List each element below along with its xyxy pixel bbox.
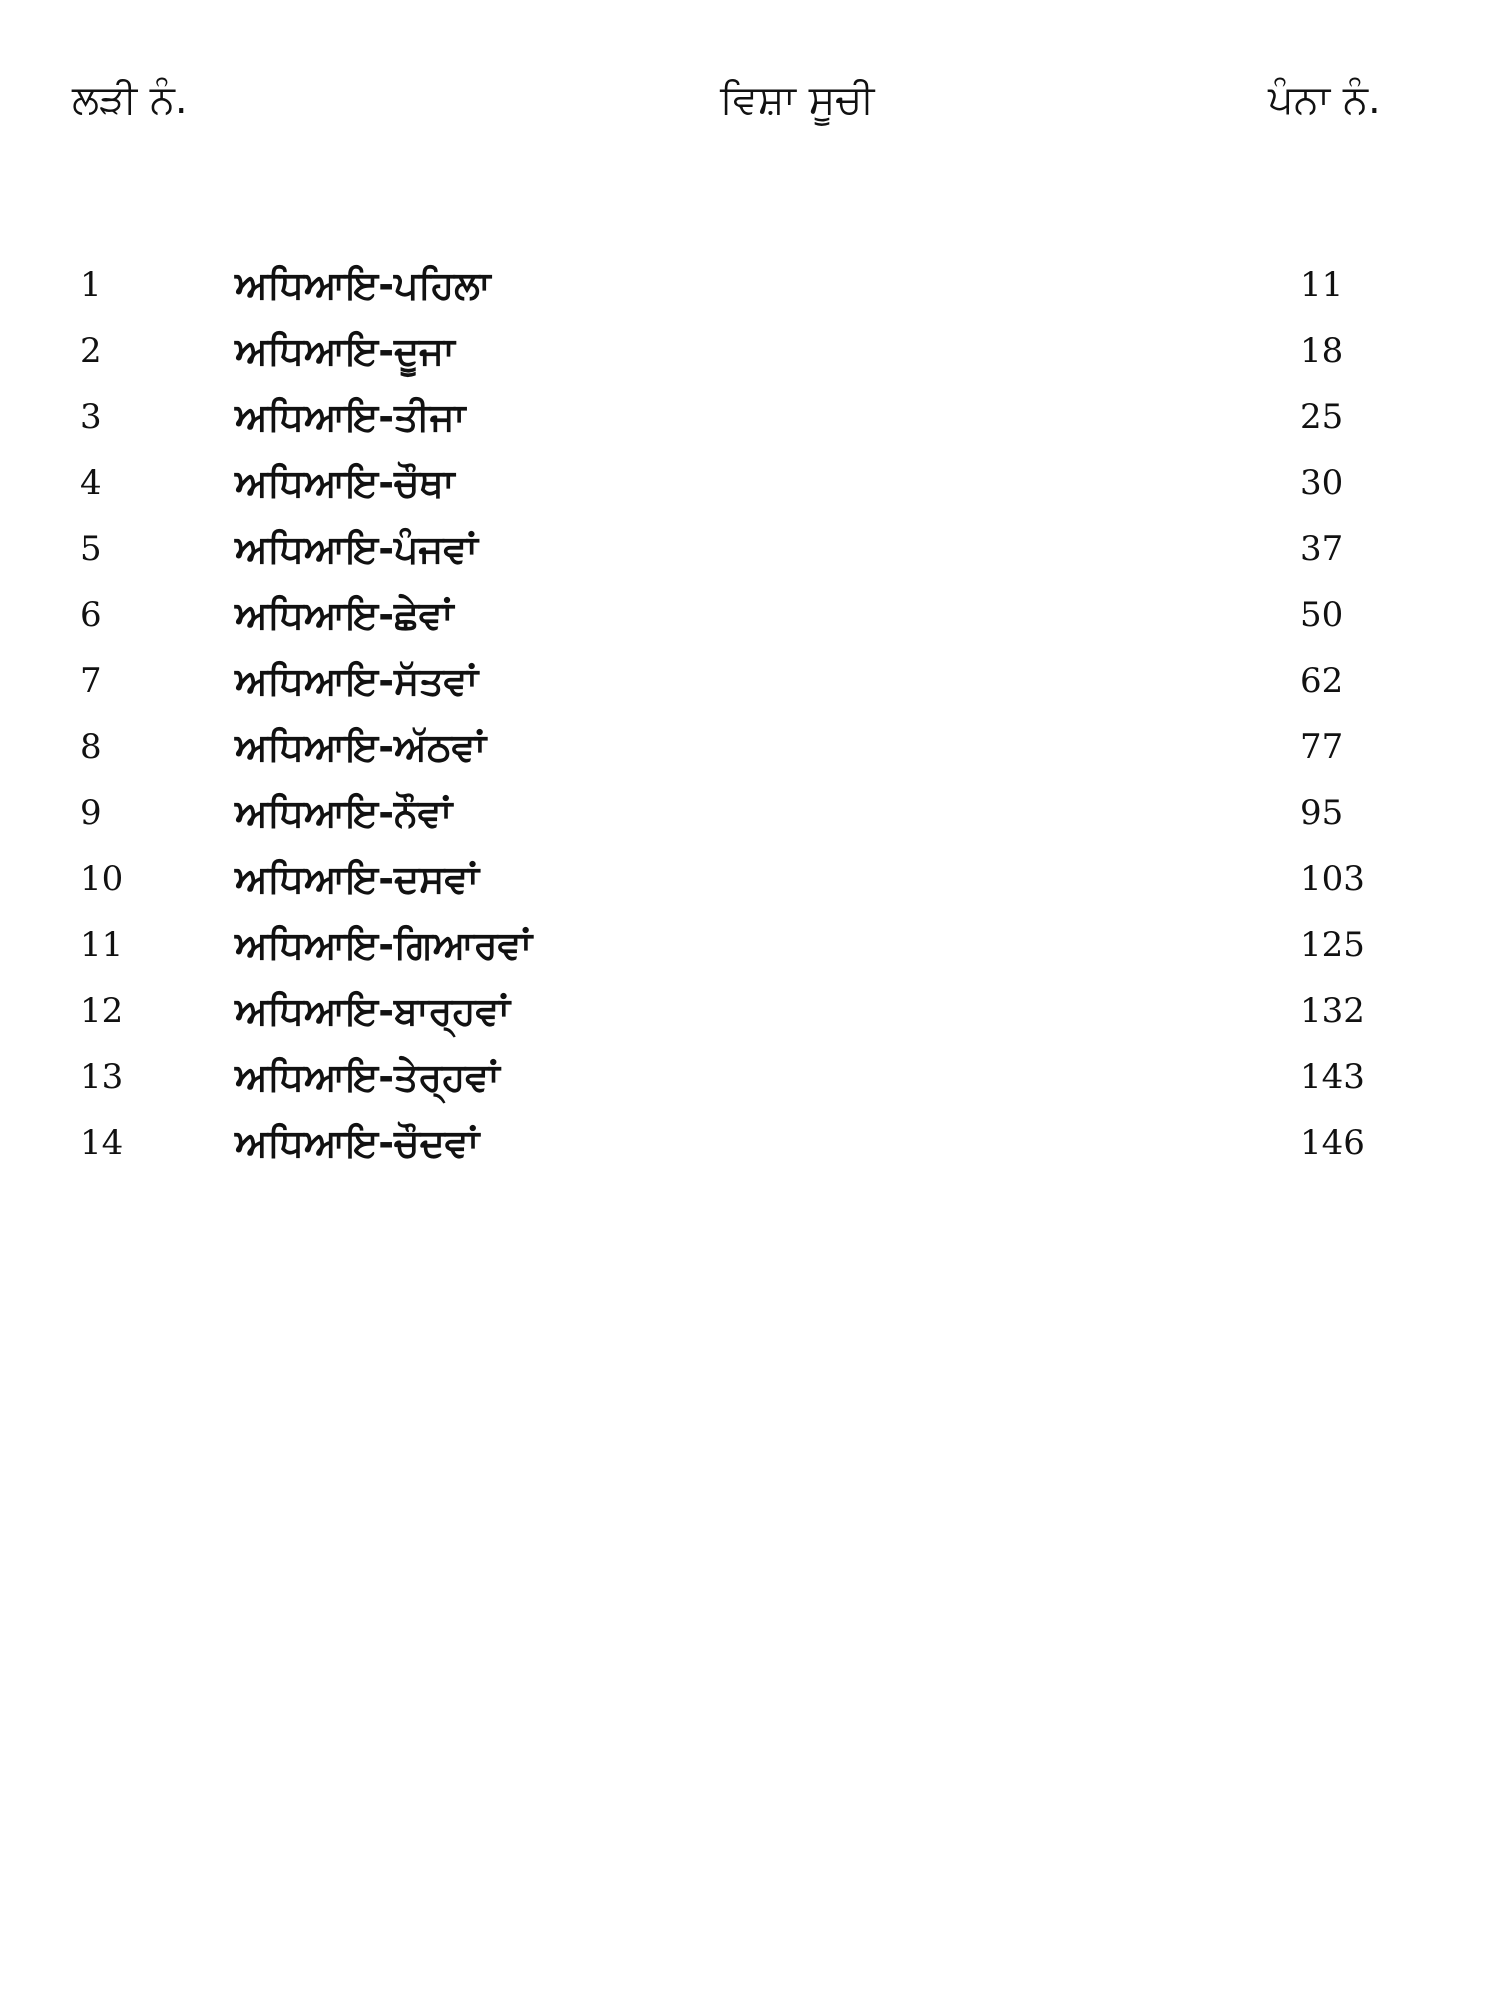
toc-row: [0, 912, 1500, 978]
toc-chapter: ਅਧਿਆਇ-ਅੱਠਵਾਂ: [235, 725, 487, 769]
toc-row: [0, 978, 1500, 1044]
toc-serial: 13: [80, 1057, 124, 1097]
toc-page: 146: [1300, 1123, 1365, 1163]
toc-page: 143: [1300, 1057, 1365, 1097]
toc-page: 132: [1300, 991, 1365, 1031]
toc-serial: 8: [80, 727, 102, 767]
toc-serial: 6: [80, 595, 102, 635]
toc-serial: 4: [80, 463, 102, 503]
toc-serial: 3: [80, 397, 102, 437]
toc-serial: 2: [80, 331, 102, 371]
toc-serial: 11: [80, 925, 124, 965]
toc-row: [0, 780, 1500, 846]
toc-row: [0, 318, 1500, 384]
toc-page: 11: [1300, 265, 1344, 305]
toc-page: 18: [1300, 331, 1344, 371]
toc-serial: 14: [80, 1123, 124, 1163]
serial-number-heading: ਲੜੀ ਨੰ.: [72, 77, 188, 123]
toc-header: [0, 70, 1500, 150]
toc-chapter: ਅਧਿਆਇ-ਚੌਥਾ: [235, 461, 455, 505]
toc-chapter: ਅਧਿਆਇ-ਬਾਰ੍ਹਵਾਂ: [235, 989, 511, 1033]
toc-page: 103: [1300, 859, 1365, 899]
toc-chapter: ਅਧਿਆਇ-ਪਹਿਲਾ: [235, 263, 491, 307]
toc-row: [0, 252, 1500, 318]
toc-page: 95: [1300, 793, 1344, 833]
toc-chapter: ਅਧਿਆਇ-ਗਿਆਰਵਾਂ: [235, 923, 533, 967]
toc-serial: 7: [80, 661, 102, 701]
toc-chapter: ਅਧਿਆਇ-ਨੌਵਾਂ: [235, 791, 453, 835]
toc-chapter: ਅਧਿਆਇ-ਸੱਤਵਾਂ: [235, 659, 479, 703]
toc-chapter: ਅਧਿਆਇ-ਦਸਵਾਂ: [235, 857, 480, 901]
toc-page: 37: [1300, 529, 1344, 569]
toc-row: [0, 846, 1500, 912]
toc-chapter: ਅਧਿਆਇ-ਛੇਵਾਂ: [235, 593, 454, 637]
toc-chapter: ਅਧਿਆਇ-ਤੇਰ੍ਹਵਾਂ: [235, 1055, 500, 1099]
toc-serial: 1: [80, 265, 102, 305]
toc-page: 62: [1300, 661, 1344, 701]
toc-serial: 9: [80, 793, 102, 833]
toc-row: [0, 516, 1500, 582]
page-number-heading: ਪੰਨਾ ਨੰ.: [1268, 77, 1381, 123]
toc-serial: 5: [80, 529, 102, 569]
toc-row: [0, 384, 1500, 450]
toc-page: 125: [1300, 925, 1365, 965]
toc-chapter: ਅਧਿਆਇ-ਦੂਜਾ: [235, 329, 455, 373]
toc-chapter: ਅਧਿਆਇ-ਪੰਜਵਾਂ: [235, 527, 478, 571]
toc-chapter: ਅਧਿਆਇ-ਚੌਦਵਾਂ: [235, 1121, 480, 1165]
page-title: ਵਿਸ਼ਾ ਸੂਚੀ: [720, 77, 875, 123]
table-of-contents: [0, 252, 1500, 1192]
toc-row: [0, 582, 1500, 648]
toc-page: 77: [1300, 727, 1344, 767]
toc-page: 30: [1300, 463, 1344, 503]
toc-serial: 12: [80, 991, 124, 1031]
toc-chapter: ਅਧਿਆਇ-ਤੀਜਾ: [235, 395, 466, 439]
toc-row: [0, 1044, 1500, 1110]
toc-row: [0, 648, 1500, 714]
toc-row: [0, 450, 1500, 516]
toc-serial: 10: [80, 859, 124, 899]
toc-page: 50: [1300, 595, 1344, 635]
toc-row: [0, 714, 1500, 780]
toc-row: [0, 1110, 1500, 1176]
toc-page: 25: [1300, 397, 1344, 437]
